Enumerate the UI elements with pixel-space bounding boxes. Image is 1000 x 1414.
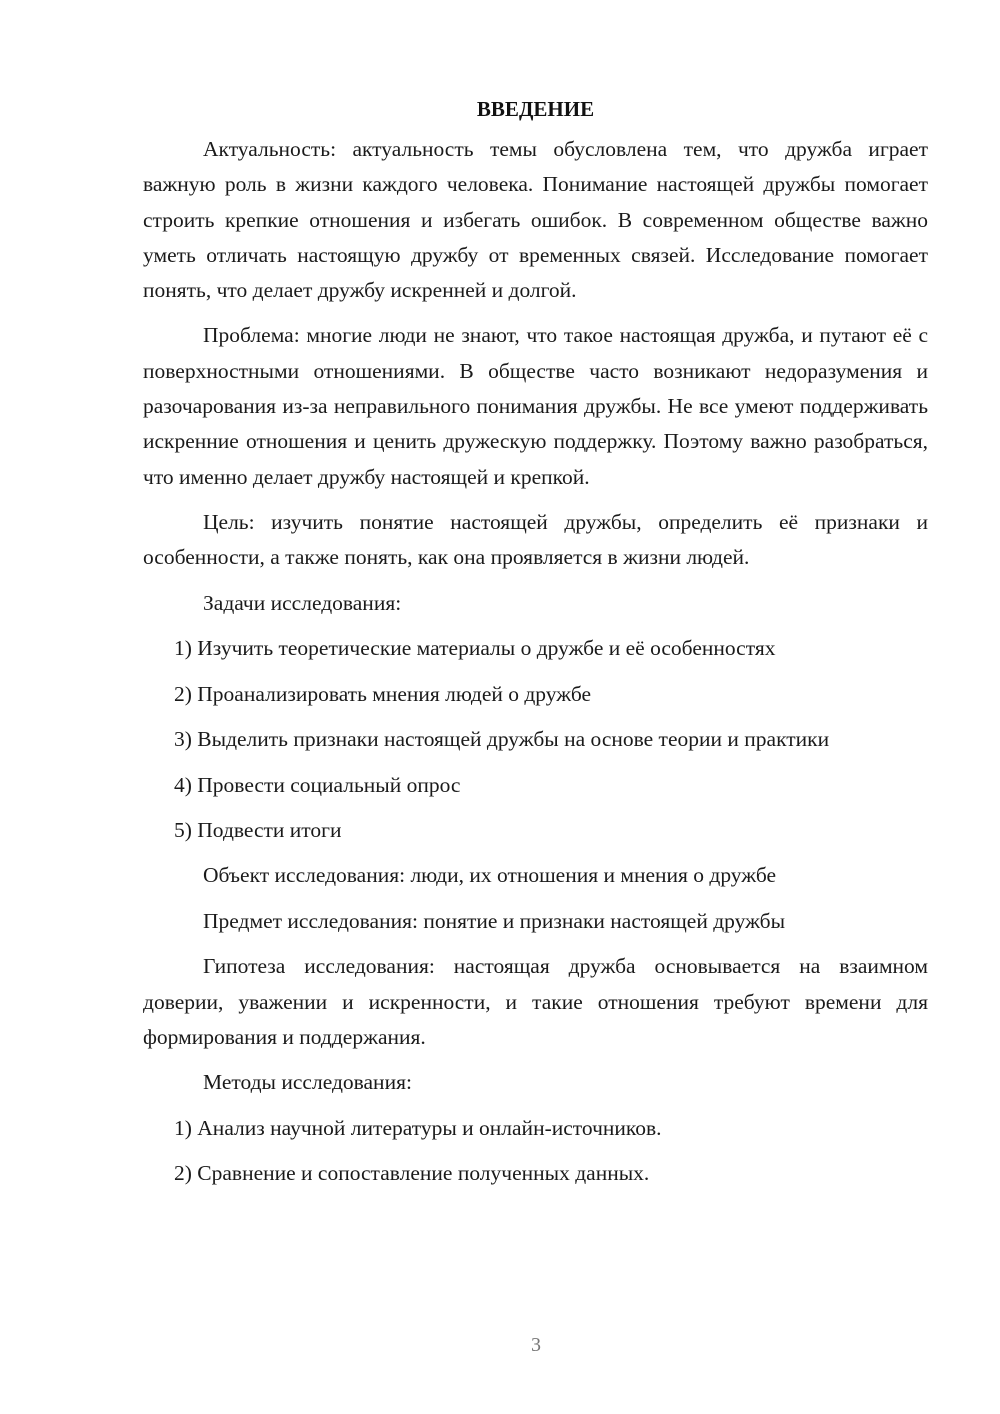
problem-paragraph: Проблема: многие люди не знают, что такое настоящая дружба, и путают её с поверхностными отношениями. В обществе часто возникают недоразумения и разочарования из-за неправильного понимания дружбы. Не все умеют поддерживать искренние отношения и ценить дружескую поддержку. Поэтому важно разобраться, что именно делает дружбу настоящей и крепкой. (143, 323, 928, 489)
research-subject: Предмет исследования: понятие и признаки настоящей дружбы (203, 908, 786, 933)
task-item-3: 3) Выделить признаки настоящей дружбы на основе теории и практики (174, 727, 830, 752)
task-item-5: 5) Подвести итоги (174, 817, 342, 842)
section-title: ВВЕДЕНИЕ (476, 97, 595, 121)
task-item-2: 2) Проанализировать мнения людей о дружбе (174, 681, 592, 706)
page-number: 3 (531, 1334, 541, 1356)
relevance-paragraph: Актуальность: актуальность темы обусловлена тем, что дружба играет важную роль в жизни каждого человека. Понимание настоящей дружбы помогает строить крепкие отношения и избегать ошибок. В современном обществе важно уметь отличать настоящую дружбу от временных связей. Исследование помогает понять, что делает дружбу искренней и долгой. (143, 137, 928, 303)
method-item-2: 2) Сравнение и сопоставление полученных данных. (174, 1161, 650, 1186)
task-item-1: 1) Изучить теоретические материалы о дружбе и её особенностях (174, 636, 776, 661)
methods-heading: Методы исследования: (203, 1070, 412, 1095)
research-object: Объект исследования: люди, их отношения и мнения о дружбе (203, 863, 777, 888)
goal-paragraph: Цель: изучить понятие настоящей дружбы, определить её признаки и особенности, а также понять, как она проявляется в жизни людей. (143, 509, 928, 570)
task-item-4: 4) Провести социальный опрос (174, 772, 461, 797)
method-item-1: 1) Анализ научной литературы и онлайн-источников. (174, 1115, 662, 1140)
tasks-heading: Задачи исследования: (203, 590, 402, 615)
hypothesis-paragraph: Гипотеза исследования: настоящая дружба основывается на взаимном доверии, уважении и искренности, и такие отношения требуют времени для формирования и поддержания. (143, 954, 928, 1050)
document-page (143, 92, 928, 1202)
